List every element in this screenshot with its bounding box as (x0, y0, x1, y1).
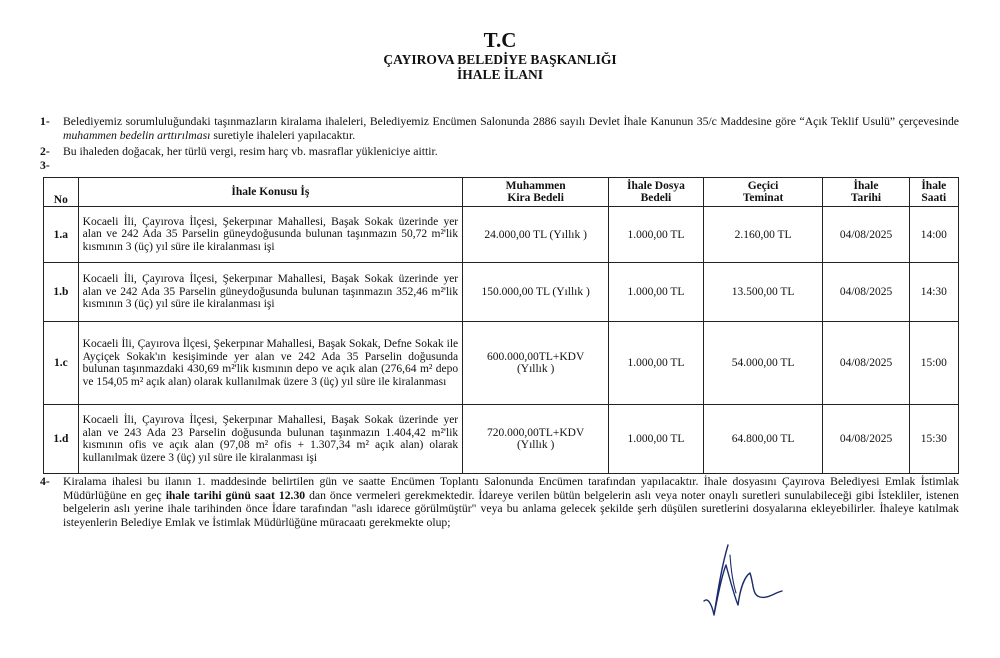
row-no: 1.a (44, 207, 79, 263)
row-konu: Kocaeli İli, Çayırova İlçesi, Şekerpınar Mahallesi, Başak Sokak üzerinde yer alan ve 243 Ada 23 Parselin doğusunda bulunan taşınmazın 1.404,42 m²'lik kısmının ofis ve açık alan (97,08 m² ofis + 1.307,34 m² açık alan) olarak kullanılmak üzere 3 (üç) yıl süre ile kiralanması işi (78, 405, 462, 474)
header-teminat-line1: Geçici (747, 180, 779, 192)
header-no (44, 178, 79, 207)
row-saat: 15:00 (909, 322, 958, 405)
table-row (44, 322, 959, 405)
row-teminat: 54.000,00 TL (703, 322, 823, 405)
header-institution: ÇAYIROVA BELEDİYE BAŞKANLIĞI (383, 52, 617, 67)
row-kira-line2: (Yıllık ) (516, 439, 555, 451)
header-dosya (609, 178, 704, 207)
row-konu: Kocaeli İli, Çayırova İlçesi, Şekerpınar Mahallesi, Başak Sokak üzerinde yer alan ve 242 Ada 35 Parselin güneydoğusunda bulunan taşınmazın 352,46 m²'lik kısmının 3 (üç) yıl süre ile kiralanması işi (78, 263, 462, 322)
row-tarih: 04/08/2025 (823, 207, 909, 263)
row-teminat: 13.500,00 TL (703, 263, 823, 322)
table-header-row (44, 178, 959, 207)
header-konu-label: İhale Konusu İş (231, 186, 310, 198)
header-saat-line1: İhale (921, 180, 947, 192)
item-4-number: 4- (40, 475, 50, 488)
tender-table (43, 177, 959, 474)
header-no-label: No (53, 194, 68, 206)
row-kira-line1: 720.000,00TL+KDV (487, 427, 585, 439)
header-tarih-line1: İhale (853, 180, 879, 192)
item-4-text-a: Kiralama ihalesi bu ilanın 1. maddesinde belirtilen gün ve saatte Encümen Toplantı Salonunda Encümen tarafından yapılacaktır. İhale dosyasını Çayırova Belediyesi Emlak İstimlak Müdürlüğüne en geç (63, 475, 959, 502)
row-tarih: 04/08/2025 (823, 405, 909, 474)
row-konu: Kocaeli İli, Çayırova İlçesi, Şekerpınar Mahallesi, Başak Sokak üzerinde yer alan ve 242 Ada 35 Parselin güneydoğusunda bulunan taşınmazın 50,72 m²'lik kısmının 3 (üç) yıl süre ile kiralanması işi (78, 207, 462, 263)
header-dosya-line1: İhale Dosya (627, 180, 685, 192)
header-kira-line1: Muhammen (505, 180, 566, 192)
header-tarih-line2: Tarihi (850, 192, 882, 204)
item-1-text-b: suretiyle ihaleleri yapılacaktır. (210, 128, 356, 142)
header-tarih (823, 178, 909, 207)
row-kira: 150.000,00 TL (Yıllık ) (463, 263, 609, 322)
row-dosya: 1.000,00 TL (609, 322, 704, 405)
item-1-text-a: Belediyemiz sorumluluğundaki taşınmazların kiralama ihaleleri, Belediyemiz Encümen Salonunda 2886 sayılı Devlet İhale Kanunun 35/c Maddesine göre “Açık Teklif Usulü” çerçevesinde (63, 115, 959, 128)
row-teminat: 64.800,00 TL (703, 405, 823, 474)
header-subtitle: İHALE İLANI (457, 67, 543, 82)
handwritten-signature-icon (700, 535, 790, 625)
item-4-text-bold: ihale tarihi günü saat 12.30 (165, 488, 306, 502)
header-title: T.C (483, 28, 517, 52)
row-no: 1.d (44, 405, 79, 474)
item-4-text-b: dan önce vermeleri gerekmektedir. İdareye verilen bütün belgelerin aslı veya noter onaylı suretleri sunulabileceği gibi İstekliler, istenen belgelerin aslı yerine ihale tarihinden önce İdare tarafından "aslı idarece görülmüştür" veya bu anlama gelecek şekilde şerh düşülen suretlerini dosyalarına ekleyebilirler. İhaleye katılmak isteyenlerin Belediye Emlak ve İstimlak Müdürlüğüne müracaatı gerekmekte olup; (63, 488, 959, 529)
item-1-number: 1- (40, 115, 50, 128)
row-kira: 24.000,00 TL (Yıllık ) (463, 207, 609, 263)
row-kira-line2: (Yıllık ) (516, 363, 555, 375)
item-2-text: Bu ihaleden doğacak, her türlü vergi, resim harç vb. masraflar yükleniciye aittir. (63, 145, 438, 158)
row-dosya: 1.000,00 TL (609, 405, 704, 474)
header-teminat-line2: Teminat (742, 192, 784, 204)
row-saat: 15:30 (909, 405, 958, 474)
row-dosya: 1.000,00 TL (609, 263, 704, 322)
item-1-text-emphasis: muhammen bedelin arttırılması (63, 128, 211, 142)
header-teminat (703, 178, 823, 207)
row-saat: 14:30 (909, 263, 958, 322)
row-kira-line1: 600.000,00TL+KDV (487, 351, 585, 363)
header-dosya-line2: Bedeli (640, 192, 672, 204)
table-row (44, 207, 959, 263)
row-teminat: 2.160,00 TL (703, 207, 823, 263)
row-kira (463, 405, 609, 474)
header-kira-line2: Kira Bedeli (507, 192, 564, 204)
header-saat (909, 178, 958, 207)
row-saat: 14:00 (909, 207, 958, 263)
row-konu: Kocaeli İli, Çayırova İlçesi, Şekerpınar Mahallesi, Başak Sokak, Defne Sokak ile Ayçiçek Sokak'ın kesişiminde yer alan ve 242 Ada 35 Parselin doğusunda bulunan taşınmazdaki 430,69 m²'lik kısmının depo ve açık alan (276,64 m² depo ve 154,05 m² açık alan) olarak kullanılmak üzere 3 (üç) yıl süre ile kiralanması (78, 322, 462, 405)
header-kira (463, 178, 609, 207)
table-row (44, 263, 959, 322)
item-1-text (63, 115, 959, 142)
row-no: 1.c (44, 322, 79, 405)
item-2-number: 2- (40, 145, 50, 158)
item-4-text (63, 475, 959, 529)
row-tarih: 04/08/2025 (823, 322, 909, 405)
row-no: 1.b (44, 263, 79, 322)
header-saat-line2: Saati (921, 192, 947, 204)
header-konu (78, 178, 462, 207)
item-3-number: 3- (40, 159, 50, 172)
row-kira (463, 322, 609, 405)
row-tarih: 04/08/2025 (823, 263, 909, 322)
table-row (44, 405, 959, 474)
row-dosya: 1.000,00 TL (609, 207, 704, 263)
